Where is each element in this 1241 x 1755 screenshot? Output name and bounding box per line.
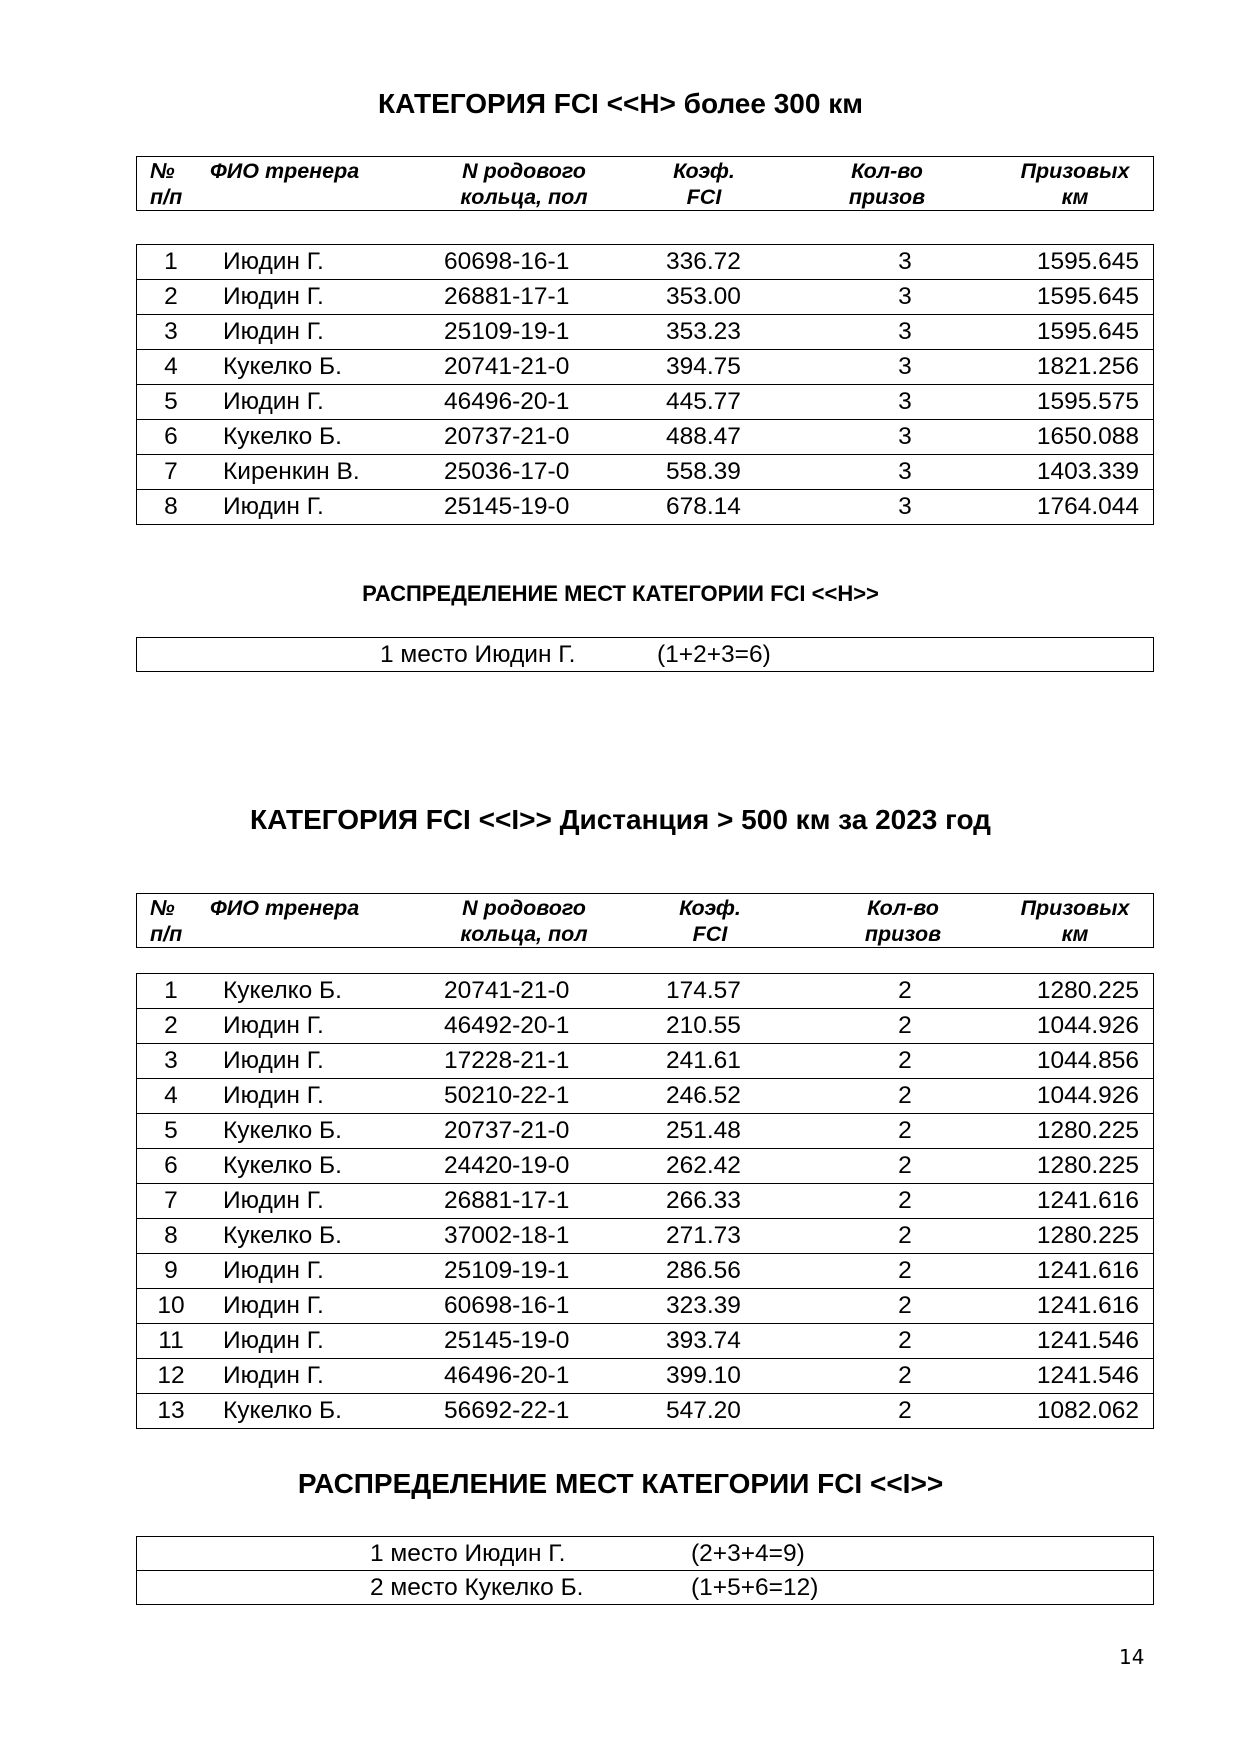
ring-number: 46496-20-1 bbox=[444, 1362, 570, 1389]
table-row bbox=[137, 1044, 1153, 1079]
trainer-name: Киренкин В. bbox=[223, 458, 360, 485]
section-h-dist-title: РАСПРЕДЕЛЕНИЕ МЕСТ КАТЕГОРИИ FCI <<H>> bbox=[362, 581, 879, 606]
trainer-name: Июдин Г. bbox=[223, 1012, 324, 1039]
trainer-name: Кукелко Б. bbox=[223, 423, 342, 450]
trainer-name: Июдин Г. bbox=[223, 1082, 324, 1109]
fci-coefficient: 353.23 bbox=[666, 318, 741, 345]
ring-number: 37002-18-1 bbox=[444, 1222, 570, 1249]
ring-number: 46492-20-1 bbox=[444, 1012, 570, 1039]
fci-coefficient: 210.55 bbox=[666, 1012, 741, 1039]
fci-coefficient: 286.56 bbox=[666, 1257, 741, 1284]
fci-coefficient: 399.10 bbox=[666, 1362, 741, 1389]
prize-count: 2 bbox=[898, 1082, 912, 1109]
prize-km: 1044.856 bbox=[1036, 1047, 1139, 1074]
row-number: 3 bbox=[164, 318, 178, 345]
fci-coefficient: 393.74 bbox=[666, 1327, 741, 1354]
header-km: Призовых км bbox=[1020, 159, 1130, 209]
section-i-dist-title: РАСПРЕДЕЛЕНИЕ МЕСТ КАТЕГОРИИ FCI <<I>> bbox=[297, 1468, 944, 1499]
table-row bbox=[137, 1114, 1153, 1149]
row-number: 4 bbox=[164, 353, 178, 380]
trainer-name: Июдин Г. bbox=[223, 1187, 324, 1214]
distribution-row bbox=[137, 1571, 1153, 1604]
prize-count: 2 bbox=[898, 1187, 912, 1214]
table-row bbox=[137, 315, 1153, 350]
trainer-name: Июдин Г. bbox=[223, 318, 324, 345]
ring-number: 20737-21-0 bbox=[444, 423, 570, 450]
table-row bbox=[137, 1324, 1153, 1359]
ring-number: 20741-21-0 bbox=[444, 353, 570, 380]
fci-coefficient: 323.39 bbox=[666, 1292, 741, 1319]
fci-coefficient: 262.42 bbox=[666, 1152, 741, 1179]
prize-km: 1082.062 bbox=[1036, 1397, 1139, 1424]
table-row bbox=[137, 420, 1153, 455]
fci-coefficient: 547.20 bbox=[666, 1397, 741, 1424]
ring-number: 17228-21-1 bbox=[444, 1047, 570, 1074]
table-row bbox=[137, 1359, 1153, 1394]
row-number: 8 bbox=[164, 493, 178, 520]
section-h-title: КАТЕГОРИЯ FCI <<H> более 300 км bbox=[378, 88, 863, 119]
section-i-table-header bbox=[136, 893, 1154, 948]
prize-count: 2 bbox=[898, 1152, 912, 1179]
prize-km: 1241.546 bbox=[1036, 1327, 1139, 1354]
prize-km: 1280.225 bbox=[1036, 1117, 1139, 1144]
trainer-name: Июдин Г. bbox=[223, 388, 324, 415]
distribution-row bbox=[137, 1537, 1153, 1571]
ring-number: 25109-19-1 bbox=[444, 1257, 570, 1284]
prize-count: 2 bbox=[898, 1012, 912, 1039]
fci-coefficient: 266.33 bbox=[666, 1187, 741, 1214]
trainer-name: Июдин Г. bbox=[223, 248, 324, 275]
ring-number: 26881-17-1 bbox=[444, 1187, 570, 1214]
prize-count: 3 bbox=[898, 458, 912, 485]
place-sum: (1+2+3=6) bbox=[657, 641, 771, 668]
prize-count: 3 bbox=[898, 283, 912, 310]
place-text: 2 место Кукелко Б. bbox=[370, 1574, 584, 1601]
row-number: 7 bbox=[164, 1187, 178, 1214]
prize-count: 3 bbox=[898, 493, 912, 520]
fci-coefficient: 241.61 bbox=[666, 1047, 741, 1074]
table-row bbox=[137, 245, 1153, 280]
prize-count: 2 bbox=[898, 1117, 912, 1144]
row-number: 5 bbox=[164, 388, 178, 415]
prize-count: 3 bbox=[898, 318, 912, 345]
fci-coefficient: 678.14 bbox=[666, 493, 741, 520]
prize-count: 2 bbox=[898, 1222, 912, 1249]
ring-number: 24420-19-0 bbox=[444, 1152, 570, 1179]
fci-coefficient: 336.72 bbox=[666, 248, 741, 275]
trainer-name: Кукелко Б. bbox=[223, 1222, 342, 1249]
prize-count: 3 bbox=[898, 423, 912, 450]
trainer-name: Июдин Г. bbox=[223, 493, 324, 520]
prize-km: 1595.645 bbox=[1036, 248, 1139, 275]
prize-count: 2 bbox=[898, 1047, 912, 1074]
place-sum: (2+3+4=9) bbox=[691, 1540, 805, 1567]
header-ring: N родового кольца, пол bbox=[460, 159, 588, 209]
fci-coefficient: 445.77 bbox=[666, 388, 741, 415]
prize-km: 1595.575 bbox=[1036, 388, 1139, 415]
table-row bbox=[137, 1079, 1153, 1114]
prize-km: 1595.645 bbox=[1036, 283, 1139, 310]
prize-km: 1403.339 bbox=[1036, 458, 1139, 485]
place-text: 1 место Июдин Г. bbox=[380, 641, 576, 668]
ring-number: 46496-20-1 bbox=[444, 388, 570, 415]
header-num: № п/п bbox=[150, 159, 183, 209]
trainer-name: Кукелко Б. bbox=[223, 1152, 342, 1179]
row-number: 3 bbox=[164, 1047, 178, 1074]
prize-km: 1241.616 bbox=[1036, 1292, 1139, 1319]
row-number: 10 bbox=[157, 1292, 185, 1319]
fci-coefficient: 394.75 bbox=[666, 353, 741, 380]
ring-number: 25109-19-1 bbox=[444, 318, 570, 345]
header-coef: Коэф. FCI bbox=[679, 896, 741, 946]
prize-km: 1595.645 bbox=[1036, 318, 1139, 345]
prize-count: 2 bbox=[898, 1397, 912, 1424]
prize-count: 2 bbox=[898, 1257, 912, 1284]
prize-km: 1044.926 bbox=[1036, 1012, 1139, 1039]
table-row bbox=[137, 280, 1153, 315]
trainer-name: Кукелко Б. bbox=[223, 1397, 342, 1424]
row-number: 6 bbox=[164, 1152, 178, 1179]
header-prizes: Кол-во призов bbox=[864, 896, 942, 946]
row-number: 7 bbox=[164, 458, 178, 485]
prize-count: 2 bbox=[898, 1362, 912, 1389]
header-num: № п/п bbox=[150, 896, 183, 946]
row-number: 9 bbox=[164, 1257, 178, 1284]
header-trainer: ФИО тренера bbox=[210, 159, 360, 183]
distribution-row bbox=[137, 638, 1153, 671]
ring-number: 26881-17-1 bbox=[444, 283, 570, 310]
table-row bbox=[137, 1009, 1153, 1044]
prize-km: 1821.256 bbox=[1036, 353, 1139, 380]
header-prizes: Кол-во призов bbox=[848, 159, 926, 209]
prize-count: 3 bbox=[898, 388, 912, 415]
ring-number: 60698-16-1 bbox=[444, 1292, 570, 1319]
section-h-table-body bbox=[136, 244, 1154, 525]
table-row bbox=[137, 1394, 1153, 1428]
ring-number: 56692-22-1 bbox=[444, 1397, 570, 1424]
table-row bbox=[137, 974, 1153, 1009]
prize-count: 3 bbox=[898, 248, 912, 275]
ring-number: 50210-22-1 bbox=[444, 1082, 570, 1109]
ring-number: 25036-17-0 bbox=[444, 458, 570, 485]
table-row bbox=[137, 1149, 1153, 1184]
fci-coefficient: 271.73 bbox=[666, 1222, 741, 1249]
place-sum: (1+5+6=12) bbox=[691, 1574, 819, 1601]
row-number: 4 bbox=[164, 1082, 178, 1109]
section-i-table-body bbox=[136, 973, 1154, 1429]
table-row bbox=[137, 455, 1153, 490]
ring-number: 25145-19-0 bbox=[444, 1327, 570, 1354]
header-km: Призовых км bbox=[1020, 896, 1130, 946]
table-row bbox=[137, 350, 1153, 385]
table-row bbox=[137, 1289, 1153, 1324]
fci-coefficient: 353.00 bbox=[666, 283, 741, 310]
prize-count: 2 bbox=[898, 1292, 912, 1319]
row-number: 6 bbox=[164, 423, 178, 450]
table-row bbox=[137, 1219, 1153, 1254]
ring-number: 20741-21-0 bbox=[444, 977, 570, 1004]
row-number: 12 bbox=[157, 1362, 185, 1389]
prize-count: 2 bbox=[898, 977, 912, 1004]
fci-coefficient: 558.39 bbox=[666, 458, 741, 485]
row-number: 2 bbox=[164, 283, 178, 310]
prize-count: 2 bbox=[898, 1327, 912, 1354]
prize-km: 1280.225 bbox=[1036, 977, 1139, 1004]
trainer-name: Кукелко Б. bbox=[223, 353, 342, 380]
prize-km: 1280.225 bbox=[1036, 1152, 1139, 1179]
fci-coefficient: 251.48 bbox=[666, 1117, 741, 1144]
section-h-dist-table bbox=[136, 637, 1154, 672]
row-number: 2 bbox=[164, 1012, 178, 1039]
trainer-name: Кукелко Б. bbox=[223, 1117, 342, 1144]
trainer-name: Июдин Г. bbox=[223, 1362, 324, 1389]
table-row bbox=[137, 490, 1153, 524]
row-number: 11 bbox=[158, 1327, 184, 1354]
fci-coefficient: 488.47 bbox=[666, 423, 741, 450]
ring-number: 20737-21-0 bbox=[444, 1117, 570, 1144]
section-h-table-header bbox=[136, 156, 1154, 211]
ring-number: 60698-16-1 bbox=[444, 248, 570, 275]
row-number: 5 bbox=[164, 1117, 178, 1144]
header-ring: N родового кольца, пол bbox=[460, 896, 588, 946]
prize-km: 1280.225 bbox=[1036, 1222, 1139, 1249]
table-row bbox=[137, 385, 1153, 420]
trainer-name: Кукелко Б. bbox=[223, 977, 342, 1004]
section-i-title: КАТЕГОРИЯ FCI <<I>> Дистанция > 500 км за 2023 год bbox=[250, 804, 991, 835]
prize-km: 1241.616 bbox=[1036, 1257, 1139, 1284]
place-text: 1 место Июдин Г. bbox=[370, 1540, 566, 1567]
row-number: 1 bbox=[164, 977, 178, 1004]
trainer-name: Июдин Г. bbox=[223, 1327, 324, 1354]
prize-km: 1241.616 bbox=[1036, 1187, 1139, 1214]
prize-count: 3 bbox=[898, 353, 912, 380]
header-trainer: ФИО тренера bbox=[210, 896, 360, 920]
row-number: 1 bbox=[164, 248, 178, 275]
prize-km: 1650.088 bbox=[1036, 423, 1139, 450]
prize-km: 1241.546 bbox=[1036, 1362, 1139, 1389]
section-i-dist-table bbox=[136, 1536, 1154, 1605]
header-coef: Коэф. FCI bbox=[673, 159, 735, 209]
page-number: 14 bbox=[1119, 1645, 1145, 1669]
table-row bbox=[137, 1184, 1153, 1219]
table-row bbox=[137, 1254, 1153, 1289]
trainer-name: Июдин Г. bbox=[223, 1257, 324, 1284]
trainer-name: Июдин Г. bbox=[223, 1292, 324, 1319]
ring-number: 25145-19-0 bbox=[444, 493, 570, 520]
row-number: 8 bbox=[164, 1222, 178, 1249]
trainer-name: Июдин Г. bbox=[223, 283, 324, 310]
fci-coefficient: 174.57 bbox=[666, 977, 741, 1004]
prize-km: 1764.044 bbox=[1036, 493, 1139, 520]
prize-km: 1044.926 bbox=[1036, 1082, 1139, 1109]
trainer-name: Июдин Г. bbox=[223, 1047, 324, 1074]
row-number: 13 bbox=[157, 1397, 185, 1424]
fci-coefficient: 246.52 bbox=[666, 1082, 741, 1109]
